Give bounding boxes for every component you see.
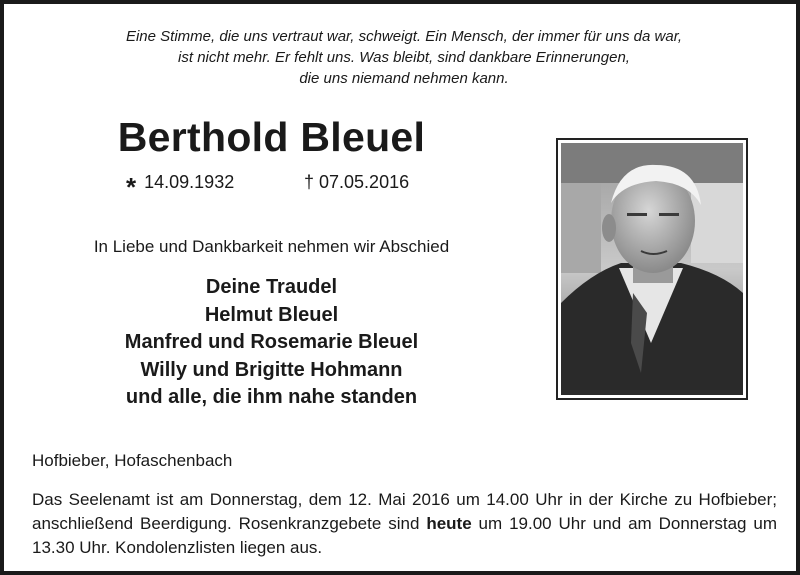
quote-line-1: Eine Stimme, die uns vertraut war, schweigt. Ein Mensch, der immer für uns da war, bbox=[125, 28, 683, 45]
mourners-list bbox=[4, 274, 539, 412]
service-details bbox=[32, 488, 777, 560]
death-date: † 07.05.2016 bbox=[304, 172, 410, 192]
mourner-item: Deine Traudel bbox=[205, 276, 338, 298]
farewell-text: In Liebe und Dankbarkeit nehmen wir Abschied bbox=[93, 237, 450, 256]
portrait-photo bbox=[556, 138, 748, 400]
mourner-item: Manfred und Rosemarie Bleuel bbox=[124, 331, 419, 353]
service-emphasis: heute bbox=[426, 514, 472, 533]
quote-line-2: ist nicht mehr. Er fehlt uns. Was bleibt, sind dankbare Erinnerungen, bbox=[178, 49, 630, 66]
birth-date-line bbox=[126, 171, 235, 202]
portrait-image bbox=[561, 143, 743, 395]
birth-star-icon: * bbox=[126, 171, 137, 202]
memorial-quote bbox=[4, 26, 800, 89]
service-text-part-2: um 19.00 Uhr und am Donnerstag um 13.30 Uhr. Kondolenzlisten liegen aus. bbox=[32, 514, 777, 557]
quote-line-3: die uns niemand nehmen kann. bbox=[299, 70, 509, 87]
deceased-name: Berthold Bleuel bbox=[117, 114, 426, 160]
mourner-item: und alle, die ihm nahe standen bbox=[125, 386, 418, 408]
mourner-item: Willy und Brigitte Hohmann bbox=[140, 358, 403, 381]
service-text-part-1: Das Seelenamt ist am Donnerstag, dem 12. Mai 2016 um 14.00 Uhr in der Kirche zu Hofbieber; anschließend Beerdigung. Rosenkranzgebete sind bbox=[32, 490, 777, 533]
birth-date: 14.09.1932 bbox=[144, 172, 235, 192]
mourner-item: Helmut Bleuel bbox=[204, 303, 339, 326]
place-names: Hofbieber, Hofaschenbach bbox=[32, 451, 233, 470]
